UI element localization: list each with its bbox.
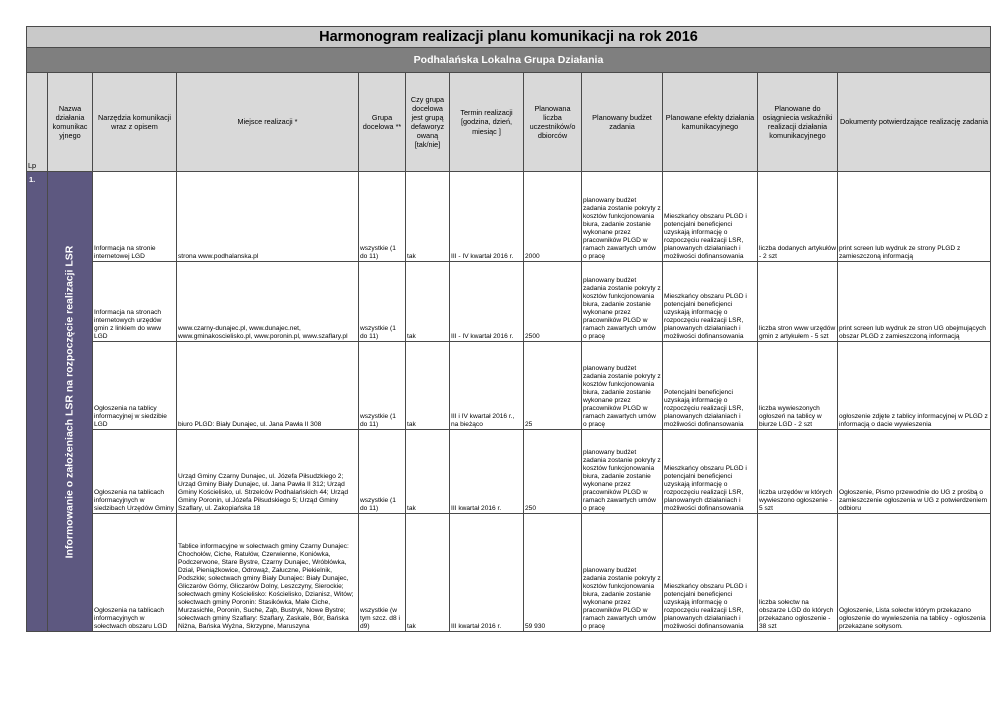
header-budzet: Planowany budżet zadania <box>582 73 663 172</box>
cell-dokumenty: print screen lub wydruk ze stron UG obejmujących obszar PLGD z zamieszczoną informacją <box>838 262 991 342</box>
header-lp: Lp <box>27 73 48 172</box>
section-category-label: Informowanie o założeniach LSR na rozpoczęcie realizacji LSR <box>63 245 76 558</box>
header-dokumenty: Dokumenty potwierdzające realizację zadania <box>838 73 991 172</box>
cell-budzet: planowany budżet zadania zostanie pokryty z kosztów funkcjonowania biura, zadanie zostanie wykonane przez pracowników PLGD w ramach zawartych umów o pracę <box>582 430 663 514</box>
cell-miejsce: Tablice informacyjne w sołectwach gminy Czarny Dunajec: Chochołów, Ciche, Ratułów, Czerwienne, Koniówka, Podczerwone, Stare Bystre, Czarny Dunajec, Wróblówka, Dział, Pieniążkowice, Odrowąż, Załuczne, Piekielnik, Podszkle; sołectwach gminy Biały Dunajec: Biały Dunajec, Gliczarów Górny, Gliczarów Dolny, Leszczyny, Sierockie; sołectwach gminy Kościelisko: Kościelisko, Dzianisz, Witów; sołectwach gminy Poronin: Stasikówka, Małe Ciche, Murzasichle, Poronin, Suche, Ząb, Bustryk, Nowe Bystre; sołectwach gminy Szaflary: Szaflary, Zaskale, Bór, Bańska Niżna, Bańska Wyżna, Skrzypne, Maruszyna <box>177 514 359 632</box>
cell-miejsce: Urząd Gminy Czarny Dunajec, ul. Józefa Piłsudzkiego 2; Urząd Gminy Biały Dunajec, ul. Jana Pawła II 312; Urząd Gminy Kościelisko, ul. Strzelców Podhalańskich 44; Urząd Gminy Poronin, ul.Józefa Piłsudskiego 5; Urząd Gminy Szaflary, ul. Zakopiańska 18 <box>177 430 359 514</box>
cell-miejsce: biuro PLGD: Biały Dunajec, ul. Jana Pawła II 308 <box>177 342 359 430</box>
subtitle-row <box>27 48 991 73</box>
table-row <box>27 430 991 514</box>
harmonogram-sheet <box>26 26 990 632</box>
cell-miejsce: www.czarny-dunajec.pl, www.dunajec.net, www.gminakoscielisko.pl, www.poronin.pl, www.szaflary.pl <box>177 262 359 342</box>
cell-czy: tak <box>406 514 450 632</box>
cell-budzet: planowany budżet zadania zostanie pokryty z kosztów funkcjonowania biura, zadanie zostanie wykonane przez pracowników PLGD w ramach zawartych umów o pracę <box>582 514 663 632</box>
cell-liczba: 250 <box>524 430 582 514</box>
cell-liczba: 2500 <box>524 262 582 342</box>
cell-wskazniki: liczba stron www urzędów gmin z artykułem - 5 szt <box>758 262 838 342</box>
cell-wskazniki: liczba urzędów w których wywieszono ogłoszenie - 5 szt <box>758 430 838 514</box>
table-row <box>27 262 991 342</box>
cell-narzedzia: Ogłoszenia na tablicy informacyjnej w siedzibie LGD <box>93 342 177 430</box>
cell-narzedzia: Informacja na stronach internetowych urzędów gmin z linkiem do www LGD <box>93 262 177 342</box>
title-row <box>27 27 991 48</box>
cell-termin: III kwartał 2016 r. <box>450 430 524 514</box>
cell-termin: III i IV kwartał 2016 r., na bieżąco <box>450 342 524 430</box>
cell-grupa: wszystkie (1 do 11) <box>359 262 406 342</box>
cell-wskazniki: liczba wywieszonych ogłoszeń na tablicy w biurze LGD - 2 szt <box>758 342 838 430</box>
header-miejsce: Miejsce realizacji * <box>177 73 359 172</box>
cell-wskazniki: liczba dodanych artykułów - 2 szt <box>758 172 838 262</box>
sheet-subtitle: Podhalańska Lokalna Grupa Działania <box>27 48 991 73</box>
cell-narzedzia: Informacja na stronie internetowej LGD <box>93 172 177 262</box>
header-efekty: Planowane efekty działania kamunikacyjnego <box>663 73 758 172</box>
cell-grupa: wszystkie (1 do 11) <box>359 430 406 514</box>
sheet-title: Harmonogram realizacji planu komunikacji na rok 2016 <box>27 27 991 48</box>
cell-wskazniki: liczba sołectw na obszarze LGD do których przekazano ogłoszenie - 38 szt <box>758 514 838 632</box>
cell-czy: tak <box>406 342 450 430</box>
harmonogram-table <box>26 26 991 632</box>
cell-efekty: Mieszkańcy obszaru PLGD i potencjalni beneficjenci uzyskają informację o rozpoczęciu realizacji LSR, planowanych działaniach i możliwości dofinansowania <box>663 514 758 632</box>
cell-termin: III - IV kwartał 2016 r. <box>450 172 524 262</box>
cell-liczba: 59 930 <box>524 514 582 632</box>
cell-grupa: wszystkie (1 do 11) <box>359 342 406 430</box>
cell-termin: III - IV kwartał 2016 r. <box>450 262 524 342</box>
header-narzedzia: Narzędzia komunikacji wraz z opisem <box>93 73 177 172</box>
section-category <box>48 172 93 632</box>
cell-grupa: wszystkie (1 do 11) <box>359 172 406 262</box>
cell-narzedzia: Ogłoszenia na tablicach informacyjnych w siedzibach Urzędów Gminy <box>93 430 177 514</box>
cell-grupa: wszystkie (w tym szcz. d8 i d9) <box>359 514 406 632</box>
table-row <box>27 172 991 262</box>
section-number: 1. <box>27 172 48 632</box>
cell-budzet: planowany budżet zadania zostanie pokryty z kosztów funkcjonowania biura, zadanie zostanie wykonane przez pracowników PLGD w ramach zawartych umów o pracę <box>582 262 663 342</box>
cell-miejsce: strona www.podhalanska.pl <box>177 172 359 262</box>
table-row <box>27 514 991 632</box>
cell-efekty: Mieszkańcy obszaru PLGD i potencjalni beneficjenci uzyskają informację o rozpoczęciu realizacji LSR, planowanych działaniach i możliwości dofinansowania <box>663 262 758 342</box>
cell-dokumenty: Ogłoszenie, Lista sołectw którym przekazano ogłoszenie do wywieszenia na tablicy - ogłoszenia przekazane sołtysom. <box>838 514 991 632</box>
header-grupa: Grupa docelowa ** <box>359 73 406 172</box>
cell-efekty: Mieszkańcy obszaru PLGD i potencjalni beneficjenci uzyskają informację o rozpoczęciu realizacji LSR, planowanych działaniach i możliwości dofinansowania <box>663 430 758 514</box>
cell-liczba: 25 <box>524 342 582 430</box>
table-row <box>27 342 991 430</box>
cell-termin: III kwartał 2016 r. <box>450 514 524 632</box>
cell-budzet: planowany budżet zadania zostanie pokryty z kosztów funkcjonowania biura, zadanie zostanie wykonane przez pracowników PLGD w ramach zawartych umów o pracę <box>582 342 663 430</box>
cell-dokumenty: Ogłoszenie, Pismo przewodnie do UG z prośbą o zamieszczenie ogłoszenia w UG z potwierdzeniem odbioru <box>838 430 991 514</box>
header-nazwa: Nazwa działania komunikac yjnego <box>48 73 93 172</box>
cell-budzet: planowany budżet zadania zostanie pokryty z kosztów funkcjonowania biura, zadanie zostanie wykonane przez pracowników PLGD w ramach zawartych umów o pracę <box>582 172 663 262</box>
header-czy: Czy grupa docelowa jest grupą defaworyz owaną [tak/nie] <box>406 73 450 172</box>
header-row <box>27 73 991 172</box>
header-wskazniki: Planowane do osiągniecia wskaźniki realizacji działania komunikacyjnego <box>758 73 838 172</box>
cell-narzedzia: Ogłoszenia na tablicach informacyjnych w sołectwach obszaru LGD <box>93 514 177 632</box>
cell-dokumenty: print screen lub wydruk ze strony PLGD z zamieszczoną informacją <box>838 172 991 262</box>
header-liczba: Planowana liczba uczestników/o dbiorców <box>524 73 582 172</box>
cell-czy: tak <box>406 262 450 342</box>
cell-czy: tak <box>406 172 450 262</box>
cell-czy: tak <box>406 430 450 514</box>
cell-dokumenty: ogłoszenie zdjęte z tablicy informacyjnej w PLGD z informacją o dacie wywieszenia <box>838 342 991 430</box>
cell-efekty: Mieszkańcy obszaru PLGD i potencjalni beneficjenci uzyskają informację o rozpoczęciu realizacji LSR, planowanych działaniach i możliwości dofinansowania <box>663 172 758 262</box>
header-termin: Termin realizacji [godzina, dzień, miesiąc ] <box>450 73 524 172</box>
cell-efekty: Potencjalni beneficjenci uzyskają informację o rozpoczęciu realizacji LSR, planowanych działaniach i możliwości dofinansowania <box>663 342 758 430</box>
cell-liczba: 2000 <box>524 172 582 262</box>
